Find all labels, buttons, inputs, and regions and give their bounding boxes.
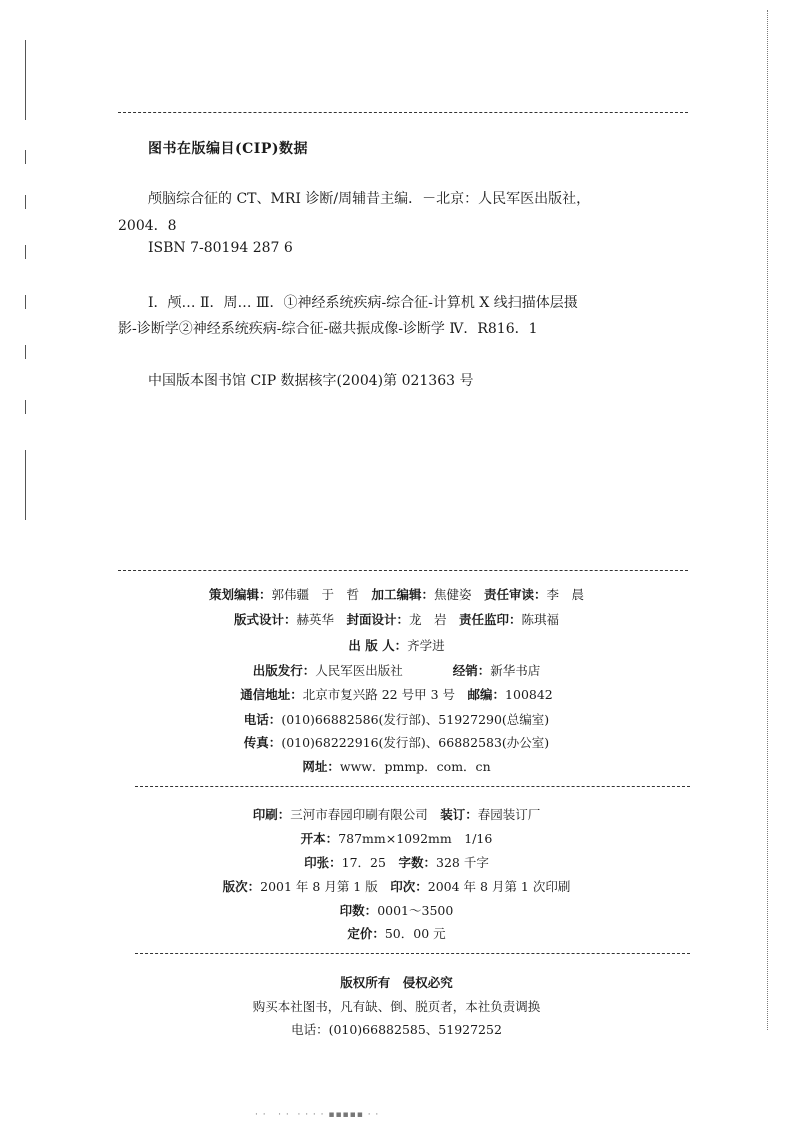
binding-value: 春园装订厂: [477, 807, 541, 822]
binding-label: 装订：: [440, 807, 478, 822]
cip-classification-line1: Ⅰ．颅… Ⅱ．周… Ⅲ．①神经系统疾病-综合征-计算机 X 线扫描体层摄: [148, 295, 578, 311]
distributor-label: 经销：: [452, 663, 491, 678]
margin-mark: [25, 345, 26, 359]
reviewer-label: 责任审读：: [484, 587, 547, 602]
fax-label: 传真：: [243, 735, 282, 750]
planning-editor-label: 策划编辑：: [208, 587, 272, 602]
website-label: 网址：: [302, 759, 340, 774]
copies-value: 0001～3500: [377, 903, 454, 918]
divider-rights: [135, 953, 690, 954]
format-label: 开本：: [300, 831, 339, 846]
cip-title: 图书在版编目(CIP)数据: [148, 141, 308, 157]
publisher-person-label: 出 版 人：: [348, 638, 408, 653]
publisher-person-line: [0, 636, 793, 654]
sheets-value: 17．25: [341, 855, 386, 870]
price-value: 50．00 元: [384, 926, 446, 941]
address-line: [0, 685, 793, 703]
rights-title: 版权所有 侵权必究: [340, 975, 453, 990]
format-line: [0, 829, 793, 847]
processing-editor-label: 加工编辑：: [371, 587, 434, 602]
cover-label: 封面设计：: [346, 612, 409, 627]
sheets-line: [0, 853, 793, 871]
divider-top: [118, 112, 688, 113]
rights-phone: 电话：(010)66882585、51927252: [291, 1022, 502, 1037]
fax-line: [0, 733, 793, 751]
margin-mark: [25, 245, 26, 259]
cip-description-line2: 2004．8: [118, 218, 177, 234]
staff-editors-line: [0, 585, 793, 603]
divider-middle: [118, 570, 688, 571]
margin-mark: [25, 400, 26, 414]
website-value: www．pmmp．com．cn: [339, 759, 491, 774]
cip-record-number: 中国版本图书馆 CIP 数据核字(2004)第 021363 号: [148, 373, 474, 389]
phone-label: 电话：: [243, 712, 282, 727]
phone-line: [0, 710, 793, 728]
format-value: 787mm×1092mm 1/16: [338, 831, 493, 846]
postcode-value: 100842: [505, 687, 553, 702]
price-line: [0, 924, 793, 942]
website-line: [0, 757, 793, 775]
margin-mark: [25, 295, 26, 309]
divider-print: [135, 786, 690, 787]
edition-value: 2001 年 8 月第 1 版: [260, 879, 378, 894]
layout-label: 版式设计：: [233, 612, 297, 627]
edition-label: 版次：: [222, 879, 261, 894]
copies-line: [0, 901, 793, 919]
cip-isbn: ISBN 7-80194 287 6: [148, 240, 293, 256]
planning-editor-value: 郭伟疆 于 哲: [271, 587, 359, 602]
phone-value: (010)66882586(发行部)、51927290(总编室): [281, 712, 550, 727]
reviewer-value: 李 晨: [546, 587, 585, 602]
fax-value: (010)68222916(发行部)、66882583(办公室): [281, 735, 550, 750]
price-label: 定价：: [347, 926, 385, 941]
cip-description-line1: 颅脑综合征的 CT、MRI 诊断/周辅昔主编．－北京：人民军医出版社，: [148, 191, 591, 207]
issuer-value: 人民军医出版社: [315, 663, 403, 678]
supervisor-value: 陈琪福: [521, 612, 560, 627]
printer-line: [0, 805, 793, 823]
postcode-label: 邮编：: [467, 687, 506, 702]
copies-label: 印数：: [339, 903, 378, 918]
staff-design-line: [0, 610, 793, 628]
edition-line: [0, 877, 793, 895]
cip-classification-line2: 影-诊断学②神经系统疾病-综合征-磁共振成像-诊断学 Ⅳ．R816．1: [118, 321, 538, 337]
margin-mark: [25, 195, 26, 209]
supervisor-label: 责任监印：: [459, 612, 522, 627]
printer-label: 印刷：: [252, 807, 291, 822]
margin-mark: [25, 150, 26, 164]
publisher-person-value: 齐学进: [407, 638, 445, 653]
sheets-label: 印张：: [304, 855, 342, 870]
issuer-label: 出版发行：: [252, 663, 316, 678]
margin-mark: [25, 450, 26, 520]
words-value: 328 千字: [436, 855, 489, 870]
address-value: 北京市复兴路 22 号甲 3 号: [302, 687, 456, 702]
issuer-line: [0, 661, 793, 679]
cover-value: 龙 岩: [409, 612, 447, 627]
scan-artifact: · · · · · · · · ▪▪▪▪▪ · ·: [255, 1110, 380, 1120]
processing-editor-value: 焦健姿: [434, 587, 472, 602]
address-label: 通信地址：: [240, 687, 303, 702]
words-label: 字数：: [398, 855, 436, 870]
impression-value: 2004 年 8 月第 1 次印刷: [427, 879, 571, 894]
impression-label: 印次：: [390, 879, 428, 894]
margin-mark: [25, 40, 26, 120]
distributor-value: 新华书店: [490, 663, 541, 678]
rights-notice: 购买本社图书，凡有缺、倒、脱页者，本社负责调换: [252, 999, 541, 1014]
printer-value: 三河市春园印刷有限公司: [290, 807, 428, 822]
layout-value: 赫英华: [296, 612, 334, 627]
